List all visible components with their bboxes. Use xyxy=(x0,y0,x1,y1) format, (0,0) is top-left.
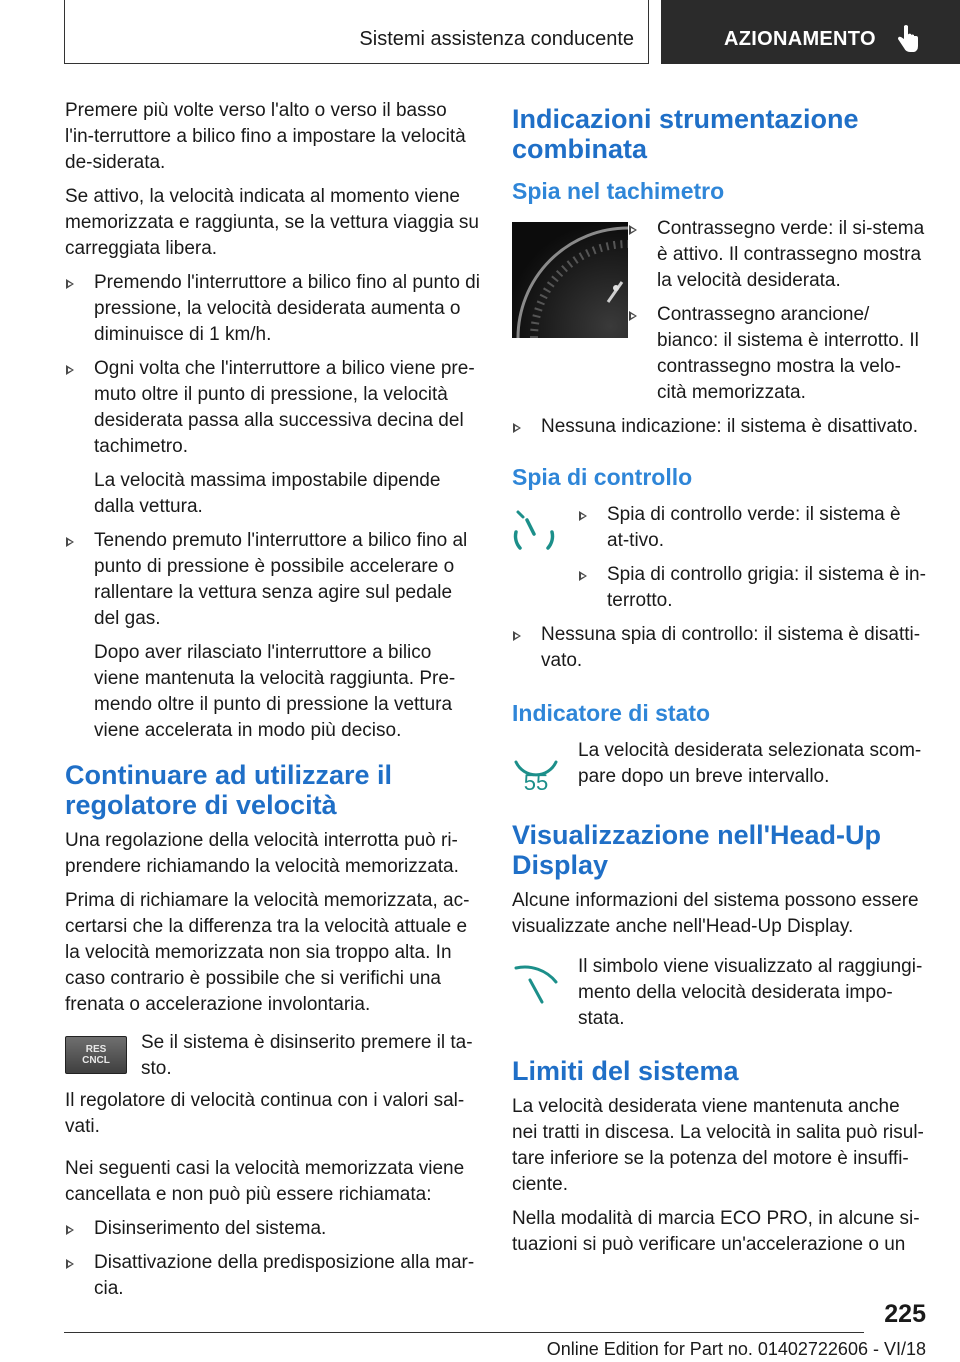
hand-pointing-icon xyxy=(896,24,920,54)
subsection-heading: Spia nel tachimetro xyxy=(512,178,725,204)
footer-divider xyxy=(64,1332,864,1333)
status-indicator-row xyxy=(512,738,927,796)
hud-cruise-symbol-icon xyxy=(512,960,560,1010)
res-cncl-text: Se il sistema è disinserito premere il ta-sto. xyxy=(141,1032,473,1079)
res-cncl-row xyxy=(65,1030,480,1082)
left-column xyxy=(65,98,480,1310)
list-item xyxy=(65,1216,480,1242)
triangle-bullet-icon xyxy=(629,311,637,321)
section-tab xyxy=(64,0,649,64)
triangle-bullet-icon xyxy=(513,631,521,641)
edition-text: Online Edition for Part no. 01402722606 - VI/18 xyxy=(546,1339,926,1359)
tachometer-image xyxy=(512,222,628,338)
cruise-control-light-icon xyxy=(512,508,556,554)
status-speed-number: 55 xyxy=(523,770,549,794)
paragraph: Alcune informazioni del sistema possono essere visualizzate anche nell'Head-Up Display. xyxy=(512,890,919,937)
list-item xyxy=(65,356,480,520)
paragraph: Nei seguenti casi la velocità memorizzata viene cancellata e non può più essere richiamata: xyxy=(65,1158,465,1205)
paragraph: Una regolazione della velocità interrotta può ri-prendere richiamando la velocità memorizzata. xyxy=(65,830,459,877)
page-header xyxy=(0,0,960,66)
paragraph: Se attivo, la velocità indicata al momento viene memorizzata e raggiunta, se la vettura viaggia su carreggiata libera. xyxy=(65,186,479,259)
paragraph: Prima di richiamare la velocità memorizzata, ac-certarsi che la differenza tra la velocità attuale e la velocità memorizzata non sia troppo alta. In caso contrario è possibile che si verifichi una frenata o accelerazione involontaria. xyxy=(65,890,470,1015)
paragraph: Premere più volte verso l'alto o verso il basso l'in-terruttore a bilico fino a impostare la velocità de-siderata. xyxy=(65,100,466,173)
triangle-bullet-icon xyxy=(579,511,587,521)
list-item xyxy=(578,502,927,554)
section-title: Sistemi assistenza conducente xyxy=(359,28,634,50)
res-label: RES xyxy=(85,1044,107,1055)
triangle-bullet-icon xyxy=(579,571,587,581)
bullet-list xyxy=(512,622,927,674)
list-item xyxy=(628,216,927,294)
section-heading: Continuare ad utilizzare il regolatore di velocità xyxy=(65,760,393,820)
control-light-row xyxy=(512,502,927,614)
triangle-bullet-icon xyxy=(513,423,521,433)
page-footer xyxy=(0,1290,960,1362)
tachometer-row xyxy=(512,216,927,406)
triangle-bullet-icon xyxy=(66,1259,74,1269)
list-item-text: Tenendo premuto l'interruttore a bilico fino al punto di pressione è possibile accelerare o rallentare la vettura senza agire sul pedale del gas. xyxy=(94,530,468,629)
hud-symbol-row xyxy=(512,954,927,1034)
list-item xyxy=(512,414,927,440)
status-text: La velocità desiderata selezionata scom-pare dopo un breve intervallo. xyxy=(578,740,922,787)
bullet-list xyxy=(628,216,927,406)
triangle-bullet-icon xyxy=(66,279,74,289)
list-item-text: Spia di controllo grigia: il sistema è in-terrotto. xyxy=(607,564,926,611)
list-item-text: Contrassegno arancione/ bianco: il sistema è interrotto. Il contrassegno mostra la velo-cità memorizzata. xyxy=(657,304,919,403)
hud-symbol-text: Il simbolo viene visualizzato al raggiungi-mento della velocità desiderata impo-stata. xyxy=(578,956,923,1029)
list-item xyxy=(578,562,927,614)
list-item-text: Nessuna indicazione: il sistema è disattivato. xyxy=(541,416,919,437)
chapter-tab xyxy=(661,0,960,64)
triangle-bullet-icon xyxy=(66,365,74,375)
section-heading: Indicazioni strumentazione combinata xyxy=(512,104,859,164)
paragraph: La velocità desiderata viene mantenuta anche nei tratti in discesa. La velocità in salita può risul-tare inferiore se la potenza del motore è insuffi-ciente. xyxy=(512,1096,924,1195)
paragraph: Nella modalità di marcia ECO PRO, in alcune si-tuazioni si può verificare un'accelerazione o un xyxy=(512,1208,920,1255)
subsection-heading: Indicatore di stato xyxy=(512,700,711,726)
list-item xyxy=(512,622,927,674)
triangle-bullet-icon xyxy=(629,225,637,235)
list-item-note: Dopo aver rilasciato l'interruttore a bilico viene mantenuta la velocità raggiunta. Pre-mendo oltre il punto di pressione la vettura viene accelerata in modo più deciso. xyxy=(94,642,456,741)
list-item-text: Disattivazione della predisposizione alla mar-cia. xyxy=(94,1252,475,1299)
bullet-list xyxy=(578,502,927,614)
list-item xyxy=(65,528,480,744)
section-heading: Visualizzazione nell'Head-Up Display xyxy=(512,820,882,880)
list-item-text: Contrassegno verde: il si-stema è attivo. Il contrassegno mostra la velocità desiderata. xyxy=(657,218,925,291)
list-item-note: La velocità massima impostabile dipende dalla vettura. xyxy=(94,470,441,517)
bullet-list xyxy=(65,270,480,744)
section-heading: Limiti del sistema xyxy=(512,1056,739,1086)
subsection-heading: Spia di controllo xyxy=(512,464,693,490)
triangle-bullet-icon xyxy=(66,1225,74,1235)
list-item-text: Nessuna spia di controllo: il sistema è disatti-vato. xyxy=(541,624,921,671)
list-item xyxy=(628,302,927,406)
triangle-bullet-icon xyxy=(66,537,74,547)
list-item-text: Ogni volta che l'interruttore a bilico viene pre-muto oltre il punto di pressione, la velocità desiderata passa alla successiva decina del tachimetro. xyxy=(94,358,475,457)
res-cncl-button-icon xyxy=(65,1036,127,1074)
list-item xyxy=(65,270,480,348)
list-item-text: Premendo l'interruttore a bilico fino al punto di pressione, la velocità desiderata aumenta o diminuisce di 1 km/h. xyxy=(94,272,480,345)
list-item-text: Disinserimento del sistema. xyxy=(94,1218,327,1239)
list-item-text: Spia di controllo verde: il sistema è at-tivo. xyxy=(607,504,901,551)
paragraph: Il regolatore di velocità continua con i valori sal-vati. xyxy=(65,1090,465,1137)
chapter-title: AZIONAMENTO xyxy=(724,28,876,50)
page-number: 225 xyxy=(884,1300,926,1328)
right-column xyxy=(512,98,927,1266)
bullet-list xyxy=(512,414,927,440)
cncl-label: CNCL xyxy=(82,1055,110,1066)
speed-status-icon xyxy=(512,742,560,794)
